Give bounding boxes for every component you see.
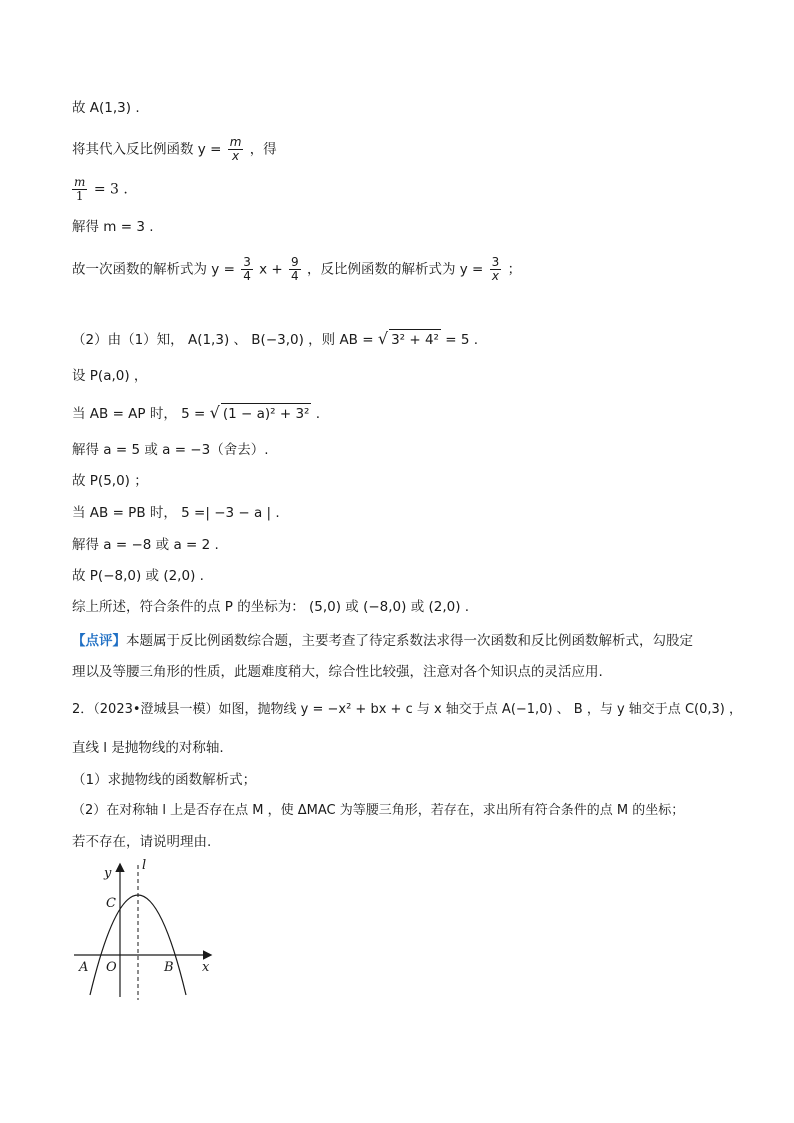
denominator: x: [231, 149, 240, 163]
x-axis-label: x: [202, 960, 210, 975]
part2-line-solve-2: 解得 a = −8 或 a = 2 .: [72, 537, 219, 553]
comment-line-1: [72, 631, 693, 651]
point-a-label: A: [79, 960, 89, 975]
part2-line-solve-1: 解得 a = 5 或 a = −3（舍去）.: [72, 442, 269, 458]
text: .: [315, 406, 321, 422]
denominator: 1: [75, 189, 84, 203]
part2-line-ab-pb: 当 AB = PB 时， 5 =| −3 − a | .: [72, 505, 280, 521]
text: = 5 .: [445, 332, 479, 348]
solution-line-substitute: [72, 136, 277, 163]
solution-line-m-value: 解得 m = 3 .: [72, 219, 154, 235]
problem2-axis-line: 直线 l 是抛物线的对称轴.: [72, 740, 224, 756]
numerator: 9: [291, 255, 299, 269]
numerator: m: [229, 135, 242, 149]
point-b-label: B: [164, 960, 174, 975]
text: 故一次函数的解析式为 y =: [72, 261, 235, 278]
part2-line-ab: [72, 329, 478, 350]
text: 当 AB = AP 时， 5 =: [72, 406, 206, 422]
text: 本题属于反比例函数综合题，主要考查了待定系数法求得一次函数和反比例函数解析式，勾股定: [126, 633, 693, 649]
point-c-label: C: [106, 896, 116, 911]
problem2-question-2-line2: 若不存在，请说明理由.: [72, 834, 212, 850]
text: （2）由（1）知， A(1,3) 、 B(−3,0) ，则 AB =: [72, 332, 374, 348]
solution-line-a-point: 故 A(1,3) .: [72, 100, 140, 116]
part2-line-set-p: 设 P(a,0) ，: [72, 368, 148, 384]
numerator: 3: [491, 255, 500, 269]
numerator: m: [74, 175, 86, 189]
problem2-statement: 2．（2023•澄城县一模）如图，抛物线 y = −x² + bx + c 与 x 轴交于点 A(−1,0) 、 B ，与 y 轴交于点 C(0,3) ，: [72, 702, 742, 717]
numerator: 3: [243, 255, 251, 269]
sqrt-content: (1 − a)² + 3²: [221, 403, 312, 424]
l-label: l: [142, 858, 147, 873]
text: ，得: [249, 141, 277, 158]
part2-line-conclusion: 综上所述，符合条件的点 P 的坐标为： (5,0) 或 (−8,0) 或 (2,0) .: [72, 599, 470, 615]
solution-line-m-over-1: [72, 176, 128, 203]
part2-line-p1: 故 P(5,0) ；: [72, 473, 148, 489]
sqrt-symbol: √: [377, 329, 389, 348]
problem2-question-1: （1）求抛物线的函数解析式；: [72, 772, 257, 788]
solution-line-functions: [72, 256, 521, 283]
problem2-question-2-line1: （2）在对称轴 l 上是否存在点 M ，使 ΔMAC 为等腰三角形，若存在，求出所有符合条件的点 M 的坐标；: [72, 803, 685, 818]
text: ；: [507, 261, 522, 278]
comment-line-2: 理以及等腰三角形的性质，此题难度稍大，综合性比较强，注意对各个知识点的灵活应用.: [72, 664, 603, 680]
fraction-9-over-4: [289, 256, 301, 283]
comment-tag: 【点评】: [72, 633, 126, 649]
text: ，反比例函数的解析式为 y =: [306, 261, 484, 278]
fraction-m-over-1: [72, 176, 87, 203]
y-axis-label: y: [104, 866, 112, 881]
fraction-3-over-4: [241, 256, 253, 283]
text: = 3 .: [93, 181, 128, 198]
text: 将其代入反比例函数 y =: [72, 141, 222, 158]
denominator: 4: [243, 269, 251, 283]
fraction-3-over-x: [490, 256, 502, 283]
parabola-figure: [70, 855, 230, 1005]
part2-line-ab-ap: [72, 403, 320, 424]
denominator: 4: [291, 269, 299, 283]
sqrt-content: 3² + 4²: [389, 329, 441, 350]
part2-line-p2: 故 P(−8,0) 或 (2,0) .: [72, 568, 204, 584]
origin-label: O: [106, 960, 117, 975]
denominator: x: [491, 269, 500, 283]
text: x +: [259, 261, 283, 278]
sqrt-symbol: √: [209, 403, 220, 422]
fraction-m-over-x: [228, 136, 244, 163]
